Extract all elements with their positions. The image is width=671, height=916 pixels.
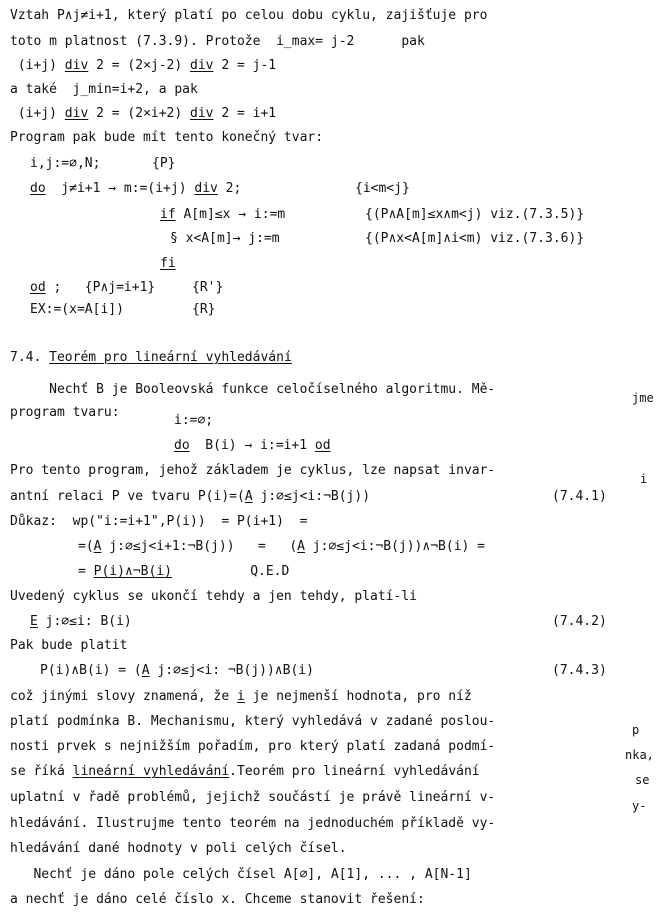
assertion: {i<m<j} [355,181,410,196]
text-line: Pro tento program, jehož základem je cyklus, lze napsat invar- [10,463,496,478]
text-line: P(i)∧B(i) = (A j:∅≤j<i: ¬B(j))∧B(i) [40,663,314,678]
code-line: i:=∅; [174,413,214,428]
code-line: § x<A[m]→ j:=m [170,231,280,246]
text-line: uplatní v řadě problémů, jejichž součástí je právě lineární v- [10,790,496,805]
text-fragment: i [640,472,648,486]
code-line: od ; {P∧j=i+1} [30,280,156,295]
text-line: E j:∅≤i: B(i) [30,614,132,629]
text-line: a také j_min=i+2, a pak [10,82,198,97]
equation-number: (7.4.2) [552,614,607,629]
assertion: {R} [192,302,216,317]
text-fragment: nka, [625,748,654,762]
text-line: Pak bude platit [10,638,128,653]
text-line: nosti prvek s nejnižším pořadím, pro který platí zadaná podmí- [10,739,496,754]
code-line: fi [160,256,176,271]
text-line: antní relaci P ve tvaru P(i)=(A j:∅≤j<i:¬B(j)) [10,489,371,504]
text-line: hledávání dané hodnoty v poli celých čísel. [10,841,347,856]
assertion: {R'} [192,280,224,295]
text-line: =(A j:∅≤j<i+1:¬B(j)) = (A j:∅≤j<i:¬B(j))∧¬B(i) = [78,539,485,554]
equation-number: (7.4.3) [552,663,607,678]
text-fragment: y- [632,799,647,813]
text-line: platí podmínka B. Mechanismu, který vyhledává v zadané poslou- [10,714,496,729]
text-line: = P(i)∧¬B(i) Q.E.D [78,564,290,579]
code-line: do j≠i+1 → m:=(i+j) div 2; [30,181,242,196]
equation-number: (7.4.1) [552,489,607,504]
text-fragment: se [635,773,650,787]
text-line: což jinými slovy znamená, že i je nejmenší hodnota, pro níž [10,689,472,704]
text-line: Program pak bude mít tento konečný tvar: [10,130,324,145]
code-line: i,j:=∅,N; [30,156,101,171]
text-fragment: jme [632,391,654,405]
section-heading: 7.4. Teorém pro lineární vyhledávání [10,350,292,365]
text-line: program tvaru: [10,405,120,420]
text-line: Nechť B je Booleovská funkce celočíselného algoritmu. Mě- [10,382,496,397]
assertion: {P} [152,156,176,171]
text-line: hledávání. Ilustrujme tento teorém na jednoduchém příkladě vy- [10,816,496,831]
text-line: toto m platnost (7.3.9). Protože i_max= j-2 pak [10,34,425,49]
text-line: Uvedený cyklus se ukončí tehdy a jen tehdy, platí-li [10,589,417,604]
code-line: do B(i) → i:=i+1 od [174,438,331,453]
text-fragment: p [632,723,640,737]
code-line: if A[m]≤x → i:=m [160,207,286,222]
text-line: (i+j) div 2 = (2×j-2) div 2 = j-1 [10,58,277,73]
assertion: {(P∧A[m]≤x∧m<j) viz.(7.3.5)} [365,207,585,222]
text-line: Nechť je dáno pole celých čísel A[∅], A[1], ... , A[N-1] [10,867,472,882]
text-line: Důkaz: wp("i:=i+1",P(i)) = P(i+1) = [10,514,308,529]
assertion: {(P∧x<A[m]∧i<m) viz.(7.3.6)} [365,231,585,246]
code-line: EX:=(x=A[i]) [30,302,124,317]
text-line: se říká lineární vyhledávání.Teorém pro lineární vyhledávání [10,764,480,779]
text-line: a nechť je dáno celé číslo x. Chceme stanovit řešení: [10,892,425,907]
text-line: (i+j) div 2 = (2×i+2) div 2 = i+1 [10,106,277,121]
text-line: Vztah P∧j≠i+1, který platí po celou dobu cyklu, zajišťuje pro [10,8,488,23]
